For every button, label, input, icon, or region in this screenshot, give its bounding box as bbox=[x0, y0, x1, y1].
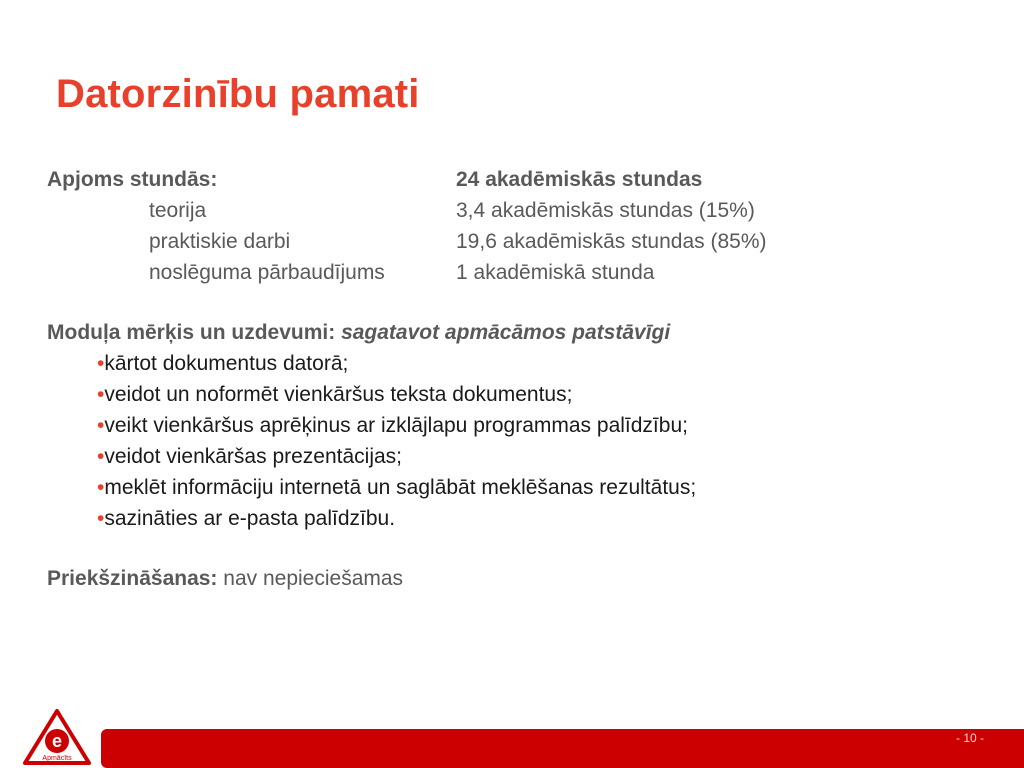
bullet-icon: • bbox=[97, 414, 105, 437]
prerequisites-label: Priekšzināšanas: bbox=[47, 567, 218, 590]
hours-row-exam bbox=[47, 257, 997, 288]
bullet-icon: • bbox=[97, 476, 105, 499]
hours-row-practice bbox=[47, 226, 997, 257]
slide-content bbox=[47, 164, 997, 594]
hours-row-theory bbox=[47, 195, 997, 226]
bullet-icon: • bbox=[97, 383, 105, 406]
logo-letter: e bbox=[51, 731, 63, 751]
goal-label: Moduļa mērķis un uzdevumi: bbox=[47, 321, 336, 344]
spacer bbox=[47, 288, 997, 317]
apmacits-logo bbox=[22, 708, 92, 766]
goal-item-text: sazināties ar e-pasta palīdzību. bbox=[104, 507, 396, 530]
goal-item-text: veidot vienkāršas prezentācijas; bbox=[104, 445, 403, 468]
bullet-icon: • bbox=[97, 507, 105, 530]
prerequisites-line bbox=[47, 563, 997, 594]
bullet-icon: • bbox=[97, 352, 105, 375]
slide-title: Datorzinību pamati bbox=[56, 72, 420, 116]
goal-item-text: veikt vienkāršus aprēķinus ar izklājlapu programmas palīdzību; bbox=[104, 414, 688, 437]
goal-list-item bbox=[47, 441, 997, 472]
hours-item-value: 1 akadēmiskā stunda bbox=[456, 261, 655, 284]
goal-item-text: veidot un noformēt vienkāršus teksta dokumentus; bbox=[104, 383, 573, 406]
hours-item-label: teorija bbox=[149, 199, 207, 222]
goal-list-item bbox=[47, 472, 997, 503]
hours-label: Apjoms stundās: bbox=[47, 168, 218, 191]
prerequisites-value: nav nepieciešamas bbox=[223, 567, 404, 590]
hours-total-row bbox=[47, 164, 997, 195]
hours-item-value: 19,6 akadēmiskās stundas (85%) bbox=[456, 230, 767, 253]
page-number: - 10 - bbox=[955, 731, 984, 745]
hours-total: 24 akadēmiskās stundas bbox=[456, 168, 703, 191]
spacer bbox=[47, 534, 997, 563]
goal-item-text: kārtot dokumentus datorā; bbox=[104, 352, 349, 375]
goal-item-text: meklēt informāciju internetā un saglābāt meklēšanas rezultātus; bbox=[104, 476, 697, 499]
goal-emphasis: sagatavot apmācāmos patstāvīgi bbox=[341, 321, 671, 344]
goal-list-item bbox=[47, 410, 997, 441]
goal-list-item bbox=[47, 379, 997, 410]
goal-list-item bbox=[47, 503, 997, 534]
hours-item-value: 3,4 akadēmiskās stundas (15%) bbox=[456, 199, 755, 222]
goal-list-item bbox=[47, 348, 997, 379]
logo-text: Apmācīts bbox=[42, 755, 72, 762]
bullet-icon: • bbox=[97, 445, 105, 468]
footer-bar bbox=[101, 729, 1024, 768]
hours-item-label: noslēguma pārbaudījums bbox=[149, 261, 385, 284]
hours-item-label: praktiskie darbi bbox=[149, 230, 291, 253]
goal-heading bbox=[47, 317, 997, 348]
